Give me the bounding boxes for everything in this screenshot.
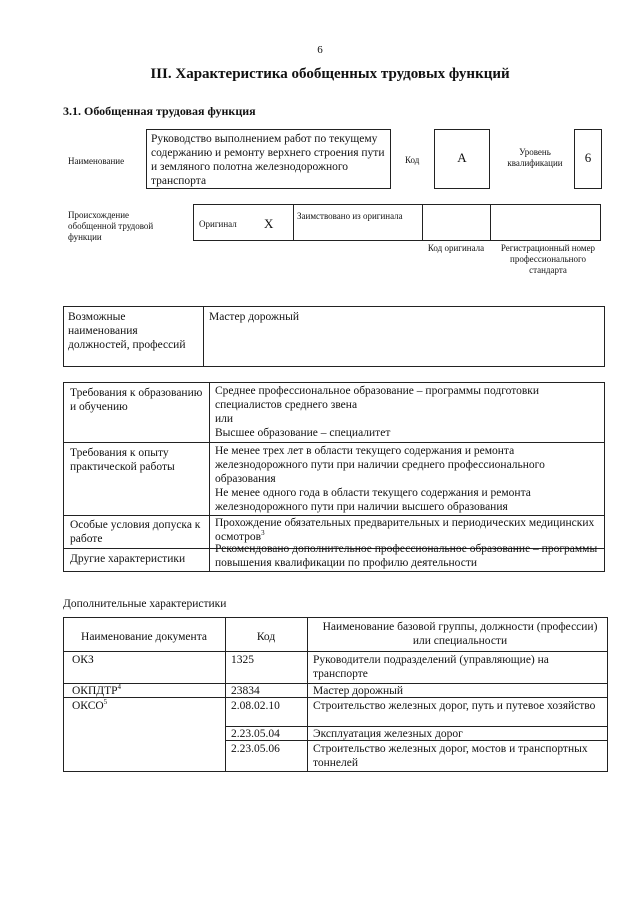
table-cell-code: 2.08.02.10	[231, 700, 280, 712]
req-line: Не менее трех лет в области текущего содержания и ремонта железнодорожного пути при наличии среднего профессионального образования	[215, 445, 545, 485]
table-cell-name: Строительство железных дорог, мостов и транспортных тоннелей	[313, 743, 588, 769]
col-header-doc: Наименование документа	[81, 631, 207, 643]
req-line: Высшее образование – специалитет	[215, 427, 391, 439]
table-cell-code: 2.23.05.06	[231, 743, 280, 755]
table-cell-name: Строительство железных дорог, путь и путевое хозяйство	[313, 700, 596, 712]
table-cell-doc: ОКПДТР$^4$	[72, 683, 122, 697]
col-header-code: Код	[256, 631, 276, 643]
req-label-admission: Особые условия допуска к работе	[70, 519, 201, 545]
table-cell-doc: ОКЗ	[72, 654, 94, 666]
page-number: 6	[317, 44, 323, 56]
req-label-other: Другие характеристики	[70, 553, 186, 565]
code-box	[434, 129, 490, 189]
positions-label: Возможные наименования должностей, профессий	[68, 311, 186, 351]
footnote-ref: 3	[261, 529, 265, 538]
table-cell-code: 23834	[231, 685, 260, 697]
req-value-admission	[215, 516, 600, 544]
borrowed-label: Заимствовано из оригинала	[297, 211, 403, 221]
table-cell-name: Мастер дорожный	[313, 685, 403, 697]
otf-name-box	[146, 129, 391, 189]
level-value: 6	[584, 150, 592, 165]
reg-number-caption: Регистрационный номер профессионального стандарта	[500, 243, 596, 275]
table-cell-name: Руководители подразделений (управляющие) на транспорте	[313, 654, 549, 680]
req-label-education: Требования к образованию и обучению	[70, 387, 203, 413]
level-label: Уровень квалификации	[507, 147, 563, 168]
level-box	[574, 129, 602, 189]
origin-box	[193, 204, 601, 241]
code-original-caption: Код оригинала	[427, 243, 485, 253]
req-line: Рекомендовано дополнительное профессиональное образование – программы повышения квалификации по профилю деятельности	[215, 543, 598, 569]
req-line: Прохождение обязательных предварительных и периодических медицинских осмотров	[215, 517, 595, 543]
positions-value: Мастер дорожный	[209, 311, 299, 323]
code-label: Код	[405, 155, 420, 165]
additional-title: Дополнительные характеристики	[63, 598, 227, 610]
section-title: 3.1. Обобщенная трудовая функция	[63, 104, 256, 118]
req-value-education	[215, 384, 600, 440]
name-label: Наименование	[68, 156, 125, 166]
table-cell-doc: ОКСО$^5$	[72, 698, 108, 712]
req-value-experience	[215, 444, 600, 514]
table-cell-name: Эксплуатация железных дорог	[313, 728, 463, 740]
origin-label: Происхождение обобщенной трудовой функции	[68, 210, 154, 242]
original-mark: X	[264, 216, 274, 231]
otf-name-value: Руководство выполнением работ по текущему содержанию и ремонту верхнего строения пути и земляного полотна железнодорожного транспорта	[151, 133, 385, 187]
table-cell-code: 2.23.05.04	[231, 728, 280, 740]
req-label-experience: Требования к опыту практической работы	[70, 447, 175, 473]
req-line: или	[215, 413, 234, 425]
req-line: Среднее профессиональное образование – программы подготовки специалистов среднего звена	[215, 385, 540, 411]
page-title: III. Характеристика обобщенных трудовых функций	[150, 66, 510, 82]
req-value-other	[215, 542, 600, 570]
table-cell-code: 1325	[231, 654, 254, 666]
req-line: Не менее одного года в области текущего содержания и ремонта железнодорожного пути при наличии высшего образования	[215, 487, 531, 513]
original-label: Оригинал	[199, 219, 237, 229]
col-header-name: Наименование базовой группы, должности (профессии) или специальности	[322, 621, 598, 647]
code-value: A	[457, 150, 467, 165]
